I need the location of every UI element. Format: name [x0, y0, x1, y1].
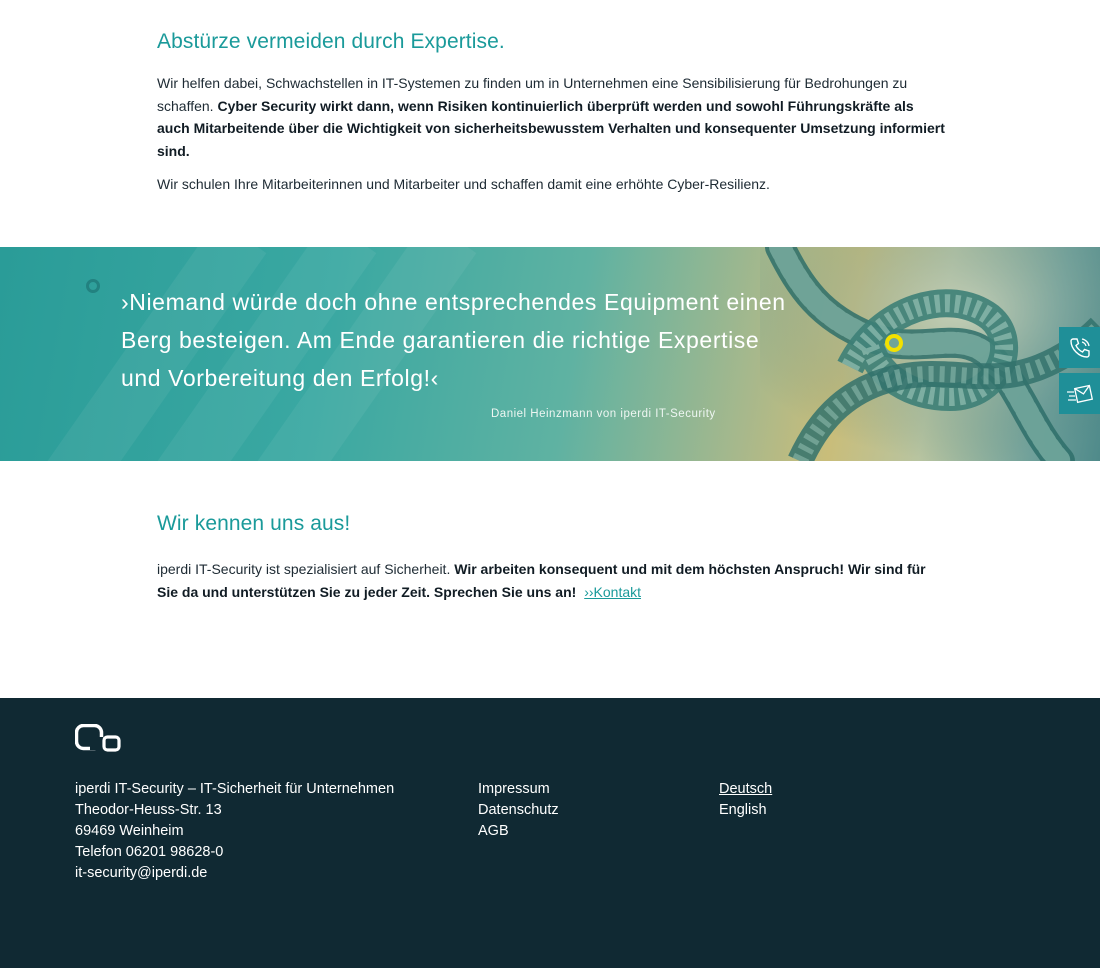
- footer-legal-links: [478, 779, 559, 842]
- footer-link-agb[interactable]: AGB: [478, 823, 509, 839]
- footer-company-name: iperdi IT-Security – IT-Sicherheit für Unternehmen: [75, 781, 395, 797]
- expertise-heading: Abstürze vermeiden durch Expertise.: [157, 30, 505, 53]
- contact-link[interactable]: ››Kontakt: [584, 583, 642, 600]
- about-paragraph-bold: Wir arbeiten konsequent und mit dem höchsten Anspruch! Wir sind für Sie da und unterstützen Sie zu jeder Zeit. Sprechen Sie uns an!: [157, 561, 926, 600]
- quote-banner: [0, 247, 1100, 461]
- banner-quote: ›Niemand würde doch ohne entsprechendes Equipment einen Berg besteigen. Am Ende garantieren die richtige Expertise und Vorbereitung den Erfolg!‹: [121, 289, 786, 391]
- about-paragraph-plain: iperdi IT-Security ist spezialisiert auf Sicherheit.: [157, 561, 455, 577]
- decorative-ring-icon: [86, 279, 100, 293]
- expertise-section: [157, 30, 947, 196]
- footer-street: Theodor-Heuss-Str. 13: [75, 802, 222, 818]
- mail-contact-button[interactable]: [1059, 373, 1100, 414]
- footer-link-datenschutz[interactable]: Datenschutz: [478, 802, 559, 818]
- language-deutsch[interactable]: Deutsch: [719, 781, 773, 797]
- training-paragraph: Wir schulen Ihre Mitarbeiterinnen und Mitarbeiter und schaffen damit eine erhöhte Cyber-Resilienz.: [157, 176, 770, 192]
- footer-address: [75, 779, 394, 884]
- phone-icon: [1068, 336, 1092, 360]
- footer-email[interactable]: it-security@iperdi.de: [75, 865, 208, 881]
- footer-city: 69469 Weinheim: [75, 823, 184, 839]
- footer-phone[interactable]: Telefon 06201 98628-0: [75, 844, 224, 860]
- rope-knot-image: [760, 247, 1100, 461]
- expertise-paragraph: [157, 72, 947, 162]
- banner-quote-author: Daniel Heinzmann von iperdi IT-Security: [491, 408, 716, 420]
- about-heading: Wir kennen uns aus!: [157, 512, 351, 535]
- footer-language-switcher: [719, 779, 772, 821]
- expertise-paragraph-bold: Cyber Security wirkt dann, wenn Risiken kontinuierlich überprüft werden und sowohl Führungskräfte als auch Mitarbeitende über die Wichtigkeit von sicherheitsbewusstem Verhalten und konsequenter Umsetzung informiert sind.: [157, 97, 945, 159]
- language-english[interactable]: English: [719, 802, 767, 818]
- expertise-paragraph-plain: Wir helfen dabei, Schwachstellen in IT-Systemen zu finden um in Unternehmen eine Sensibilisierung für Bedrohungen zu schaffen.: [157, 75, 908, 114]
- about-section: [157, 512, 947, 603]
- footer-link-impressum[interactable]: Impressum: [478, 781, 550, 797]
- about-paragraph: [157, 558, 947, 603]
- mail-icon: [1066, 382, 1094, 406]
- footer: [0, 698, 1100, 968]
- phone-contact-button[interactable]: [1059, 327, 1100, 368]
- iperdi-logo-icon[interactable]: [75, 724, 121, 754]
